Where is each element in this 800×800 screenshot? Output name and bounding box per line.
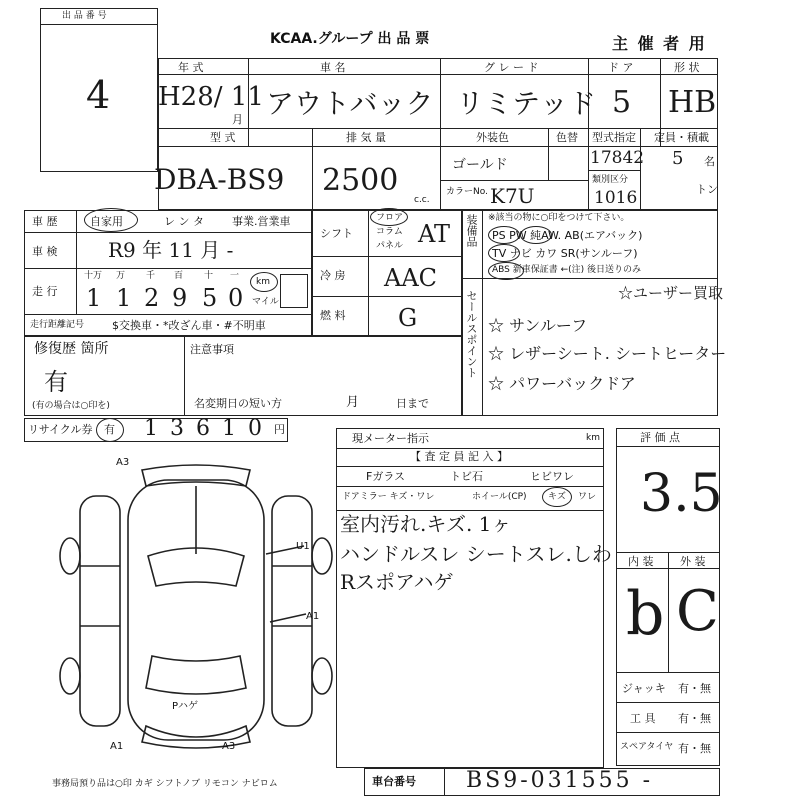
doors-label: ド ア [608, 61, 634, 74]
mileage-digit-label: 十万 [84, 271, 103, 281]
mileage-digit-label: 百 [174, 271, 184, 281]
equipment-items-row1: PS PW 純AW. AB(エアバック) [492, 229, 643, 242]
damage-mark: U1 [296, 541, 310, 552]
shift-option-panel: パネル [376, 241, 404, 251]
aircon-value: AAC [384, 264, 438, 292]
sales-point-item: ☆ パワーバックドア [488, 374, 636, 393]
mileage-digit-label: 千 [146, 271, 156, 281]
exterior-color-value: ゴールド [452, 157, 508, 173]
left-rear-wheel [60, 658, 80, 694]
mileage-digit: 1 [116, 284, 132, 312]
rating-label: 評 価 点 [640, 431, 680, 444]
scratch-circle-mark [542, 487, 572, 507]
mileage-digit-label: 十 [204, 271, 214, 281]
spare-label: スペアタイヤ [620, 742, 674, 752]
recycle-circle-mark [96, 418, 124, 442]
mileage-label: 走 行 [32, 285, 58, 298]
damage-mark: A1 [306, 611, 320, 622]
capacity-unit: 名 [704, 155, 715, 168]
notes-label: 注意事項 [190, 343, 234, 356]
history-option-rental: レ ン タ [164, 215, 204, 228]
left-front-wheel [60, 538, 80, 574]
recycle-status: 有 [104, 423, 115, 436]
mileage-unit-km: km [256, 277, 270, 287]
inspector-row2-item: キズ [548, 492, 566, 502]
fuel-value: G [398, 304, 418, 332]
exterior-label: 外 装 [680, 555, 706, 568]
name-change-label: 名変期日の短い方 [194, 397, 282, 410]
type-designation-value: 17842 [590, 148, 645, 168]
color-code-value: K7U [490, 184, 535, 208]
rear-window [146, 656, 246, 694]
mileage-extra-box [280, 274, 308, 308]
inspector-row1-item: ヒビワレ [530, 470, 574, 483]
copy-label: 主 催 者 用 [612, 34, 707, 53]
history-option-business: 事業.営業車 [232, 215, 291, 228]
repair-note: (有の場合は○印を) [32, 401, 110, 411]
mileage-digit: 1 [86, 284, 102, 312]
name-change-month: 月 [346, 395, 360, 410]
mileage-digit: 9 [172, 284, 188, 312]
meter-unit: km [586, 433, 600, 443]
sales-point-item: ☆ サンルーフ [488, 316, 588, 335]
rating-score: 3.5 [640, 464, 723, 524]
category-label: 類別区分 [592, 175, 629, 185]
tools-label: 工 具 [630, 712, 656, 725]
recycle-unit: 円 [274, 423, 285, 436]
left-side-panel [80, 496, 120, 726]
model-value: DBA-BS9 [154, 163, 285, 196]
mileage-note-label: 走行距離記号 [30, 320, 85, 330]
exterior-color-label: 外装色 [476, 131, 509, 144]
form-title: KCAA.グループ 出 品 票 [270, 31, 430, 47]
inspection-value: R9 年 11 月 - [108, 238, 234, 262]
equipment-circle-mark [488, 226, 520, 244]
exterior-value: C [676, 579, 719, 644]
front-bumper [142, 465, 250, 486]
grade-value: リミテッド [456, 87, 597, 120]
equipment-items-row2: TV ナビ カワ SR(サンルーフ) [492, 247, 638, 260]
shift-circle-mark [370, 208, 408, 226]
mileage-unit-mile: マイル [252, 297, 279, 307]
km-circle-mark [250, 272, 278, 292]
meter-label: 現メーター指示 [352, 432, 429, 445]
fuel-label: 燃 料 [320, 309, 346, 322]
mileage-digit: 0 [228, 284, 244, 312]
car-name-label: 車 名 [320, 61, 346, 74]
equipment-label: 装備品 [465, 214, 478, 247]
model-label: 型 式 [210, 131, 236, 144]
load-unit: トン [696, 183, 718, 196]
right-rear-wheel [312, 658, 332, 694]
lot-number-label: 出 品 番 号 [62, 11, 107, 21]
capacity-label: 定員・積載 [654, 131, 709, 144]
car-name-value: アウトバック [266, 87, 434, 120]
recycle-amount: 13610 [144, 416, 274, 441]
inspector-row1-item: Fガラス [366, 470, 405, 483]
lot-number-value: 4 [86, 73, 111, 117]
mileage-note-options: $交換車・*改ざん車・#不明車 [112, 319, 266, 332]
sales-points-label: セールスポイント [465, 290, 478, 378]
history-circle-mark [84, 208, 138, 232]
displacement-value: 2500 [322, 163, 399, 198]
shift-option-floor: フロア [376, 213, 404, 223]
name-change-day: 日まで [396, 397, 429, 410]
equipment-circle-mark [488, 262, 524, 280]
repair-value: 有 [44, 368, 68, 396]
inspector-row2-item: ホイール(CP) [472, 492, 527, 502]
inspector-handwritten-line: 室内汚れ.キズ. 1ヶ [340, 512, 512, 536]
equipment-items-row3: ABS 新車保証書 ←(注) 後日送りのみ [492, 265, 642, 275]
mileage-digit: 2 [144, 284, 160, 312]
shape-value: HB [668, 85, 717, 120]
equipment-note: ※該当の物に○印をつけて下さい。 [488, 213, 630, 223]
inspector-handwritten-line: ハンドルスレ シートスレ.しわ [340, 542, 612, 566]
damage-mark: A3 [222, 741, 236, 752]
type-designation-label: 型式指定 [592, 131, 636, 144]
right-front-wheel [312, 538, 332, 574]
interior-label: 内 装 [628, 555, 654, 568]
mileage-digit-label: 一 [230, 271, 240, 281]
doors-value: 5 [612, 85, 632, 120]
color-code-label: カラーNo. [446, 187, 488, 197]
repair-label: 修復歴 箇所 [34, 341, 109, 357]
interior-value: b [626, 579, 665, 649]
inspector-row2-item: ドアミラー キズ・ワレ [342, 492, 435, 502]
jack-option: 有・無 [678, 682, 711, 695]
inspector-row2-item: ワレ [578, 492, 597, 502]
shape-label: 形 状 [674, 61, 700, 74]
damage-mark: A3 [116, 457, 130, 468]
inspector-title: 【 査 定 員 記 入 】 [410, 450, 508, 463]
category-value: 1016 [594, 188, 638, 208]
footer-note: 事務局預り品は○印 カギ シフトノブ リモコン ナビロム [52, 779, 278, 789]
jack-label: ジャッキ [622, 682, 666, 695]
capacity-value: 5 [672, 148, 684, 169]
shift-value: AT [418, 220, 451, 248]
history-label: 車 歴 [32, 215, 58, 228]
equipment-circle-mark [520, 226, 552, 244]
month-unit: 月 [232, 113, 243, 126]
damage-mark: A1 [110, 741, 124, 752]
grade-label: グ レ ー ド [484, 61, 539, 74]
shift-label: シフト [320, 227, 353, 240]
year-label: 年 式 [178, 61, 204, 74]
history-option-private: 自家用 [90, 215, 123, 228]
tools-option: 有・無 [678, 712, 711, 725]
inspection-label: 車 検 [32, 245, 58, 258]
recycle-label: リサイクル券 [28, 423, 93, 436]
cc-unit: c.c. [414, 195, 430, 205]
aircon-label: 冷 房 [320, 269, 346, 282]
sales-point-item: ☆ レザーシート. シートヒーター [488, 344, 727, 363]
year-value: H28/ 11 [158, 82, 264, 112]
sales-point-item: ☆ユーザー買取 [618, 284, 724, 302]
color-no-label: 色替 [556, 131, 578, 144]
mileage-digit-label: 万 [116, 271, 126, 281]
shift-option-column: コラム [376, 227, 403, 237]
equipment-circle-mark [488, 244, 520, 262]
inspector-handwritten-line: Rスポアハゲ [340, 570, 454, 594]
displacement-label: 排 気 量 [346, 131, 386, 144]
spare-option: 有・無 [678, 742, 711, 755]
mileage-digit: 5 [202, 284, 218, 312]
inspector-row1-item: トビ石 [450, 470, 483, 483]
damage-mark: Pハゲ [172, 701, 199, 712]
chassis-label: 車台番号 [372, 775, 416, 788]
chassis-value: BS9-031555 - [466, 768, 654, 793]
